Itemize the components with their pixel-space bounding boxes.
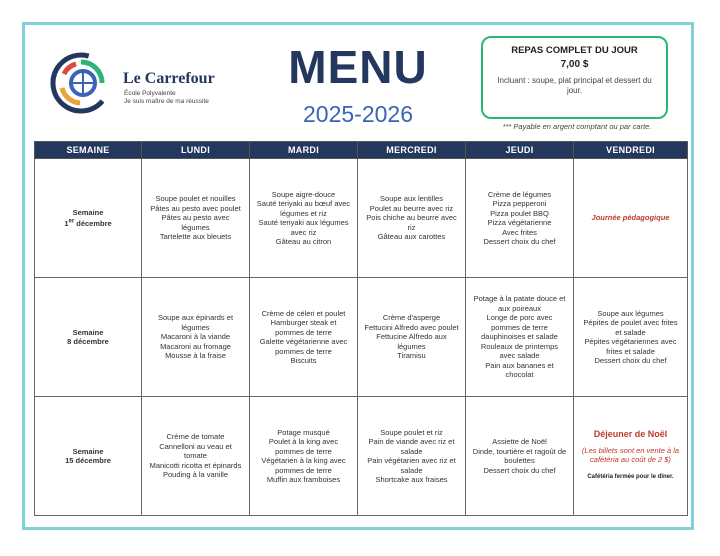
header-vendredi: VENDREDI bbox=[574, 142, 688, 159]
logo-tagline: Je suis maître de ma réussite bbox=[124, 98, 209, 105]
menu-item: Pizza pepperoni bbox=[492, 199, 547, 208]
header-jeudi: JEUDI bbox=[466, 142, 574, 159]
menu-item: Fettucine Alfredo aux légumes bbox=[376, 332, 447, 351]
menu-item: Crème d'asperge bbox=[382, 313, 441, 323]
header-mardi: MARDI bbox=[250, 142, 358, 159]
menu-item: Pain de viande avec riz et salade bbox=[368, 437, 455, 456]
menu-item: Sauté teriyaki aux légumes avec riz bbox=[258, 218, 349, 237]
menu-cell bbox=[142, 278, 250, 397]
week-date: 1er décembre bbox=[64, 218, 112, 228]
menu-cell bbox=[574, 397, 688, 516]
menu-item: Mousse à la fraise bbox=[165, 351, 226, 361]
table-row bbox=[35, 278, 688, 397]
menu-item: Assiette de Noël bbox=[492, 437, 547, 446]
daily-meal-box bbox=[481, 36, 668, 119]
menu-item: Végétarien à la king avec pommes de terre bbox=[261, 456, 346, 475]
menu-item: Potage musqué bbox=[277, 427, 330, 437]
logo-subtitle: École Polyvalente bbox=[124, 90, 176, 97]
week-label: Semaine 8 décembre bbox=[35, 278, 142, 397]
christmas-ticket-note: (Les billets sont en vente à la cafétéria au coût de 2 $) bbox=[581, 445, 680, 464]
pedagogical-day-label: Journée pédagogique bbox=[591, 213, 670, 223]
header-lundi: LUNDI bbox=[142, 142, 250, 159]
menu-item: Poulet au beurre avec riz bbox=[369, 203, 454, 213]
menu-title: MENU bbox=[288, 41, 428, 93]
menu-item: Fettucini Alfredo avec poulet bbox=[364, 322, 459, 332]
menu-cell bbox=[574, 159, 688, 278]
week-label: Semaine 15 décembre bbox=[35, 397, 142, 516]
menu-item: Pain aux bananes et chocolat bbox=[485, 360, 554, 380]
menu-cell bbox=[142, 397, 250, 516]
menu-item: Dinde, tourtière et ragoût de boulettes bbox=[472, 446, 567, 465]
menu-item: Tiramisu bbox=[397, 351, 426, 361]
menu-cell bbox=[250, 397, 358, 516]
menu-item: Gâteau aux carottes bbox=[377, 232, 446, 242]
menu-item: Pois chiche au beurre avec riz bbox=[366, 213, 457, 232]
menu-cell bbox=[250, 278, 358, 397]
menu-item: Soupe poulet et riz bbox=[380, 427, 443, 437]
menu-item: Crème de céleri et poulet bbox=[261, 308, 346, 318]
menu-item: Cannelloni au veau et tomate bbox=[159, 441, 232, 461]
menu-item: Soupe aux épinards et légumes bbox=[157, 313, 234, 332]
school-year: 2025-2026 bbox=[303, 101, 413, 127]
menu-item: Soupe aigre-douce bbox=[271, 189, 336, 199]
menu-item: Poulet à la king avec pommes de terre bbox=[268, 437, 339, 456]
menu-cell bbox=[466, 278, 574, 397]
daily-meal-title: REPAS COMPLET DU JOUR bbox=[511, 45, 638, 56]
menu-item: Sauté teriyaki au bœuf avec légumes et riz bbox=[256, 199, 351, 218]
menu-item: Pâtes au pesto avec légumes bbox=[161, 213, 230, 232]
menu-item: Galette végétarienne avec pommes de terre bbox=[259, 337, 348, 356]
menu-cell bbox=[358, 278, 466, 397]
menu-item: Soupe aux lentilles bbox=[380, 194, 443, 204]
menu-item: Crème de tomate bbox=[166, 432, 225, 442]
logo-name: Le Carrefour bbox=[123, 70, 215, 87]
menu-cell bbox=[358, 397, 466, 516]
menu-item: Pizza poulet BBQ bbox=[490, 208, 549, 218]
menu-item: Crème de légumes bbox=[487, 189, 552, 199]
menu-item: Potage à la patate douce et aux poireaux bbox=[473, 294, 566, 313]
payment-note: *** Payable en argent comptant ou par carte. bbox=[502, 122, 652, 131]
menu-item: Longe de porc avec pommes de terre dauphinoises et salade bbox=[481, 313, 558, 342]
header-mercredi: MERCREDI bbox=[358, 142, 466, 159]
menu-item: Macaroni à la viande bbox=[160, 332, 231, 342]
menu-item: Manicotti ricotta et épinards bbox=[149, 460, 242, 470]
menu-item: Pépites végétariennes avec frites et salade bbox=[584, 337, 677, 356]
menu-item: Avec frites bbox=[502, 227, 537, 237]
school-logo bbox=[50, 52, 240, 114]
menu-item: Macaroni au fromage bbox=[160, 341, 231, 351]
table-row bbox=[35, 397, 688, 516]
header-semaine: SEMAINE bbox=[35, 142, 142, 159]
table-header-row bbox=[35, 142, 688, 159]
menu-item: Biscuits bbox=[290, 356, 317, 365]
menu-item: Pouding à la vanille bbox=[162, 470, 229, 480]
menu-cell bbox=[358, 159, 466, 278]
menu-item: Dessert choix du chef bbox=[483, 465, 556, 475]
cafeteria-closed-note: Cafétéria fermée pour le dîner. bbox=[587, 473, 674, 480]
menu-item: Tartelette aux bleuets bbox=[159, 232, 232, 242]
week-label bbox=[35, 159, 142, 278]
menu-cell bbox=[142, 159, 250, 278]
week-label-line: Semaine bbox=[72, 207, 104, 217]
daily-meal-description: Incluant : soupe, plat principal et dessert du jour. bbox=[497, 76, 652, 95]
menu-item: Pain végétarien avec riz et salade bbox=[367, 456, 456, 475]
menu-cell bbox=[574, 278, 688, 397]
daily-meal-price: 7,00 $ bbox=[560, 59, 589, 70]
menu-item: Pâtes au pesto avec poulet bbox=[150, 203, 241, 213]
menu-cell bbox=[250, 159, 358, 278]
menu-item: Pizza végétarienne bbox=[487, 218, 552, 227]
table-row bbox=[35, 159, 688, 278]
menu-table bbox=[34, 141, 688, 516]
menu-item: Hamburger steak et pommes de terre bbox=[270, 318, 337, 337]
menu-cell bbox=[466, 159, 574, 278]
menu-cell bbox=[466, 397, 574, 516]
menu-item: Dessert choix du chef bbox=[594, 356, 667, 365]
menu-item: Pépites de poulet avec frites et salade bbox=[583, 318, 678, 337]
menu-item: Rouleaux de printemps avec salade bbox=[480, 341, 559, 361]
christmas-lunch-title: Déjeuner de Noël bbox=[593, 429, 668, 439]
menu-item: Dessert choix du chef bbox=[483, 237, 556, 246]
carrefour-logo-icon bbox=[50, 52, 112, 114]
menu-item: Soupe aux légumes bbox=[597, 308, 664, 318]
menu-item: Shortcake aux fraises bbox=[375, 475, 448, 484]
menu-item: Gâteau au citron bbox=[275, 237, 332, 246]
menu-item: Muffin aux framboises bbox=[266, 475, 341, 484]
menu-item: Soupe poulet et nouilles bbox=[155, 194, 236, 204]
